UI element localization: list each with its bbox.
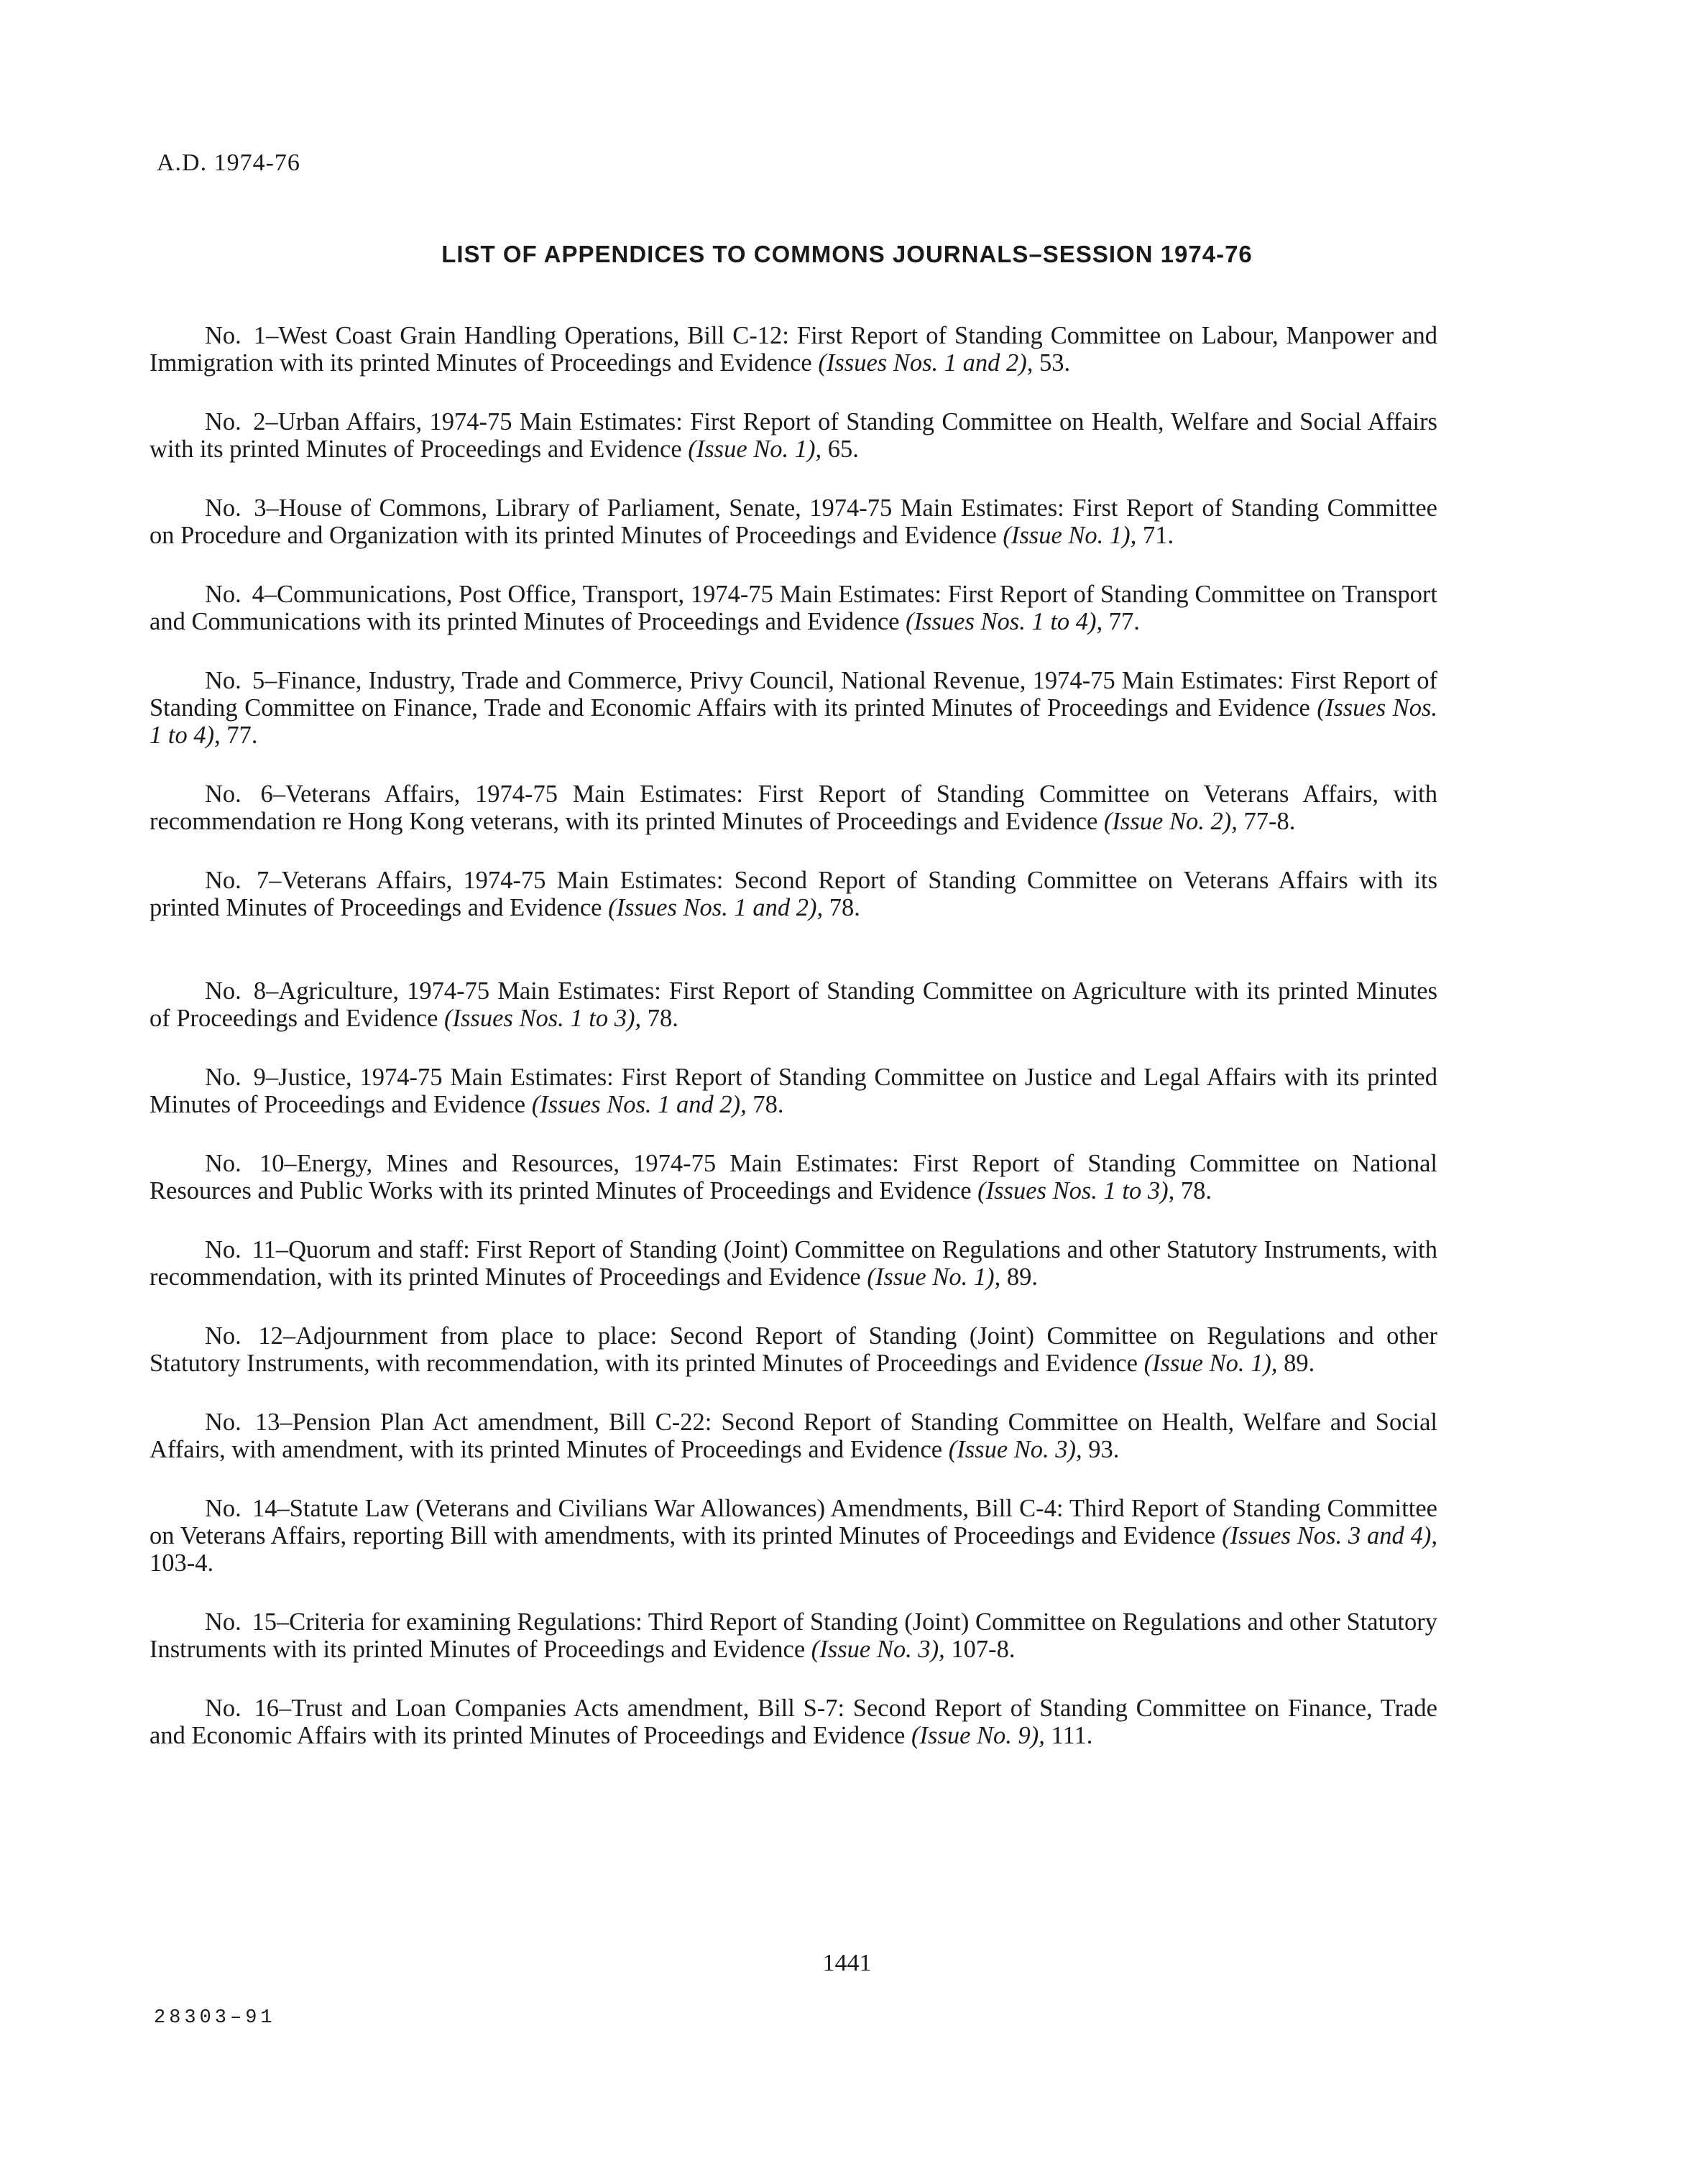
entry-issue: (Issues Nos. 1 and 2), — [531, 1091, 747, 1118]
entry-page: 53. — [1033, 349, 1071, 377]
entry-number: 14 — [252, 1495, 277, 1522]
entry-page: 78. — [746, 1091, 784, 1118]
entry-text: –Veterans Affairs, 1974-75 Main Estimates: First Report of Standing Committee on Veterans Affairs, with recommendation re Hong Kong veterans, with its printed Minutes of Proceedings and Evidence — [149, 780, 1438, 835]
entry-text: –Adjournment from place to place: Second Report of Standing (Joint) Committee on Regulations and other Statutory Instruments, with recommendation, with its printed Minutes of Proceedings and Evidence — [149, 1322, 1437, 1377]
page-title: LIST OF APPENDICES TO COMMONS JOURNALS–SESSION 1974-76 — [441, 241, 1253, 267]
entry-page: 77-8. — [1237, 808, 1296, 835]
entry-issue: (Issues Nos. 3 and 4), — [1222, 1522, 1438, 1549]
entry-prefix: No. — [205, 581, 241, 608]
appendix-entry — [149, 1322, 1437, 1377]
entry-number: 8 — [253, 977, 267, 1005]
entry-number: 9 — [253, 1064, 266, 1091]
appendix-entry — [149, 1236, 1437, 1291]
entry-text: –Justice, 1974-75 Main Estimates: First Report of Standing Committee on Justice and Legal Affairs with its printed Minutes of Proceedings and Evidence — [149, 1064, 1437, 1118]
entry-issue: (Issue No. 1), — [1003, 522, 1137, 549]
entry-number: 10 — [259, 1150, 285, 1177]
entry-page: 65. — [821, 436, 859, 463]
entry-number: 13 — [254, 1409, 280, 1436]
entry-page: 93. — [1082, 1436, 1120, 1463]
entry-issue: (Issues Nos. 1 to 4), — [149, 694, 1437, 749]
entry-prefix: No. — [205, 1236, 241, 1263]
entry-number: 15 — [252, 1608, 277, 1636]
entry-issue: (Issue No. 1), — [1143, 1350, 1278, 1377]
entry-number: 1 — [253, 322, 267, 349]
entry-page: 71. — [1136, 522, 1174, 549]
entry-prefix: No. — [205, 667, 241, 694]
entry-page: 78. — [641, 1005, 678, 1032]
entry-text: –Veterans Affairs, 1974-75 Main Estimates: Second Report of Standing Committee on Veterans Affairs with its printed Minutes of Proceedings and Evidence — [149, 867, 1438, 921]
entry-text: –Agriculture, 1974-75 Main Estimates: First Report of Standing Committee on Agriculture with its printed Minutes of Proceedings and Evidence — [149, 977, 1437, 1032]
entry-prefix: No. — [205, 1695, 241, 1722]
entry-text: –Statute Law (Veterans and Civilians War Allowances) Amendments, Bill C-4: Third Report of Standing Committee on Veterans Affairs, reporting Bill with amendments, with its printed Minutes of Proceedings and Evidence — [149, 1495, 1437, 1549]
appendix-entry — [149, 1695, 1437, 1749]
entry-prefix: No. — [205, 780, 241, 808]
appendix-entry — [149, 408, 1437, 463]
appendix-entry — [149, 1608, 1437, 1663]
appendix-entry — [149, 667, 1437, 749]
entry-number: 3 — [254, 494, 267, 522]
entry-prefix: No. — [205, 494, 241, 522]
entry-prefix: No. — [205, 1150, 241, 1177]
appendix-entry — [149, 494, 1437, 549]
entry-prefix: No. — [205, 1322, 241, 1350]
entry-issue: (Issues Nos. 1 to 4), — [906, 608, 1103, 635]
entry-page: 111. — [1044, 1722, 1093, 1749]
entry-issue: (Issue No. 9), — [911, 1722, 1045, 1749]
entry-prefix: No. — [205, 1495, 241, 1522]
entry-text: –House of Commons, Library of Parliament, Senate, 1974-75 Main Estimates: First Report of Standing Committee on Procedure and Organization with its printed Minutes of Proceedings and Evidence — [149, 494, 1437, 549]
appendix-entry — [149, 1409, 1437, 1463]
printer-code: 28303–91 — [154, 2007, 276, 2029]
page-number: 1441 — [822, 1950, 872, 1976]
entry-page: 103-4. — [149, 1549, 214, 1577]
appendix-entry — [149, 977, 1437, 1032]
entry-issue: (Issue No. 3), — [948, 1436, 1082, 1463]
entry-text: –Pension Plan Act amendment, Bill C-22: Second Report of Standing Committee on Health, Welfare and Social Affairs, with amendment, with its printed Minutes of Proceedings and Evidence — [149, 1409, 1438, 1463]
entry-text: –Communications, Post Office, Transport, 1974-75 Main Estimates: First Report of Standing Committee on Transport and Communications with its printed Minutes of Proceedings and Evidence — [149, 581, 1437, 635]
entry-text: –West Coast Grain Handling Operations, Bill C-12: First Report of Standing Committee on Labour, Manpower and Immigration with its printed Minutes of Proceedings and Evidence — [149, 322, 1437, 377]
entry-text: –Finance, Industry, Trade and Commerce, Privy Council, National Revenue, 1974-75 Main Estimates: First Report of Standing Committee on Finance, Trade and Economic Affairs with its printed Minutes of Proceedings and Evidence — [149, 667, 1438, 722]
entry-issue: (Issue No. 3), — [811, 1636, 945, 1663]
entry-issue: (Issues Nos. 1 to 3), — [444, 1005, 642, 1032]
entry-issue: (Issue No. 2), — [1103, 808, 1238, 835]
appendix-entry — [149, 780, 1437, 835]
entry-issue: (Issues Nos. 1 and 2), — [608, 894, 824, 921]
appendix-entry — [149, 1495, 1437, 1577]
entry-prefix: No. — [205, 408, 241, 436]
entry-prefix: No. — [205, 1608, 241, 1636]
entry-page: 89. — [1277, 1350, 1315, 1377]
entry-issue: (Issue No. 1), — [867, 1263, 1001, 1291]
entry-issue: (Issue No. 1), — [688, 436, 822, 463]
appendix-entry — [149, 581, 1437, 635]
entry-text: –Trust and Loan Companies Acts amendment, Bill S-7: Second Report of Standing Committee on Finance, Trade and Economic Affairs with its printed Minutes of Proceedings and Evidence — [149, 1695, 1437, 1749]
entry-page: 78. — [1174, 1177, 1212, 1204]
entry-number: 11 — [252, 1236, 276, 1263]
appendix-entry — [149, 1150, 1437, 1204]
entry-number: 12 — [258, 1322, 283, 1350]
entry-page: 107-8. — [944, 1636, 1016, 1663]
entry-text: –Urban Affairs, 1974-75 Main Estimates: First Report of Standing Committee on Health, Welfare and Social Affairs with its printed Minutes of Proceedings and Evidence — [149, 408, 1437, 463]
entry-page: 78. — [823, 894, 860, 921]
entry-number: 6 — [260, 780, 273, 808]
entry-text: –Energy, Mines and Resources, 1974-75 Main Estimates: First Report of Standing Committee on National Resources and Public Works with its printed Minutes of Proceedings and Evidence — [149, 1150, 1438, 1204]
appendix-entry — [149, 867, 1437, 921]
entry-page: 77. — [1103, 608, 1140, 635]
entry-number: 5 — [252, 667, 265, 694]
header-date-range: A.D. 1974-76 — [157, 149, 300, 176]
entry-page: 89. — [1000, 1263, 1038, 1291]
entry-number: 4 — [252, 581, 264, 608]
appendix-entry — [149, 322, 1437, 377]
entry-prefix: No. — [205, 977, 241, 1005]
entry-text: –Quorum and staff: First Report of Standing (Joint) Committee on Regulations and other Statutory Instruments, with recommendation, with its printed Minutes of Proceedings and Evidence — [149, 1236, 1438, 1291]
entry-prefix: No. — [205, 1409, 241, 1436]
entry-prefix: No. — [205, 322, 241, 349]
entry-prefix: No. — [205, 1064, 241, 1091]
appendix-entry — [149, 1064, 1437, 1118]
appendix-list — [149, 322, 1437, 1781]
entry-issue: (Issues Nos. 1 and 2), — [818, 349, 1034, 377]
entry-number: 7 — [256, 867, 270, 894]
entry-text: –Criteria for examining Regulations: Third Report of Standing (Joint) Committee on Regulations and other Statutory Instruments with its printed Minutes of Proceedings and Evidence — [149, 1608, 1437, 1663]
entry-number: 16 — [254, 1695, 280, 1722]
entry-page: 77. — [220, 722, 258, 749]
entry-prefix: No. — [205, 867, 241, 894]
entry-number: 2 — [253, 408, 266, 436]
entry-issue: (Issues Nos. 1 to 3), — [977, 1177, 1175, 1204]
